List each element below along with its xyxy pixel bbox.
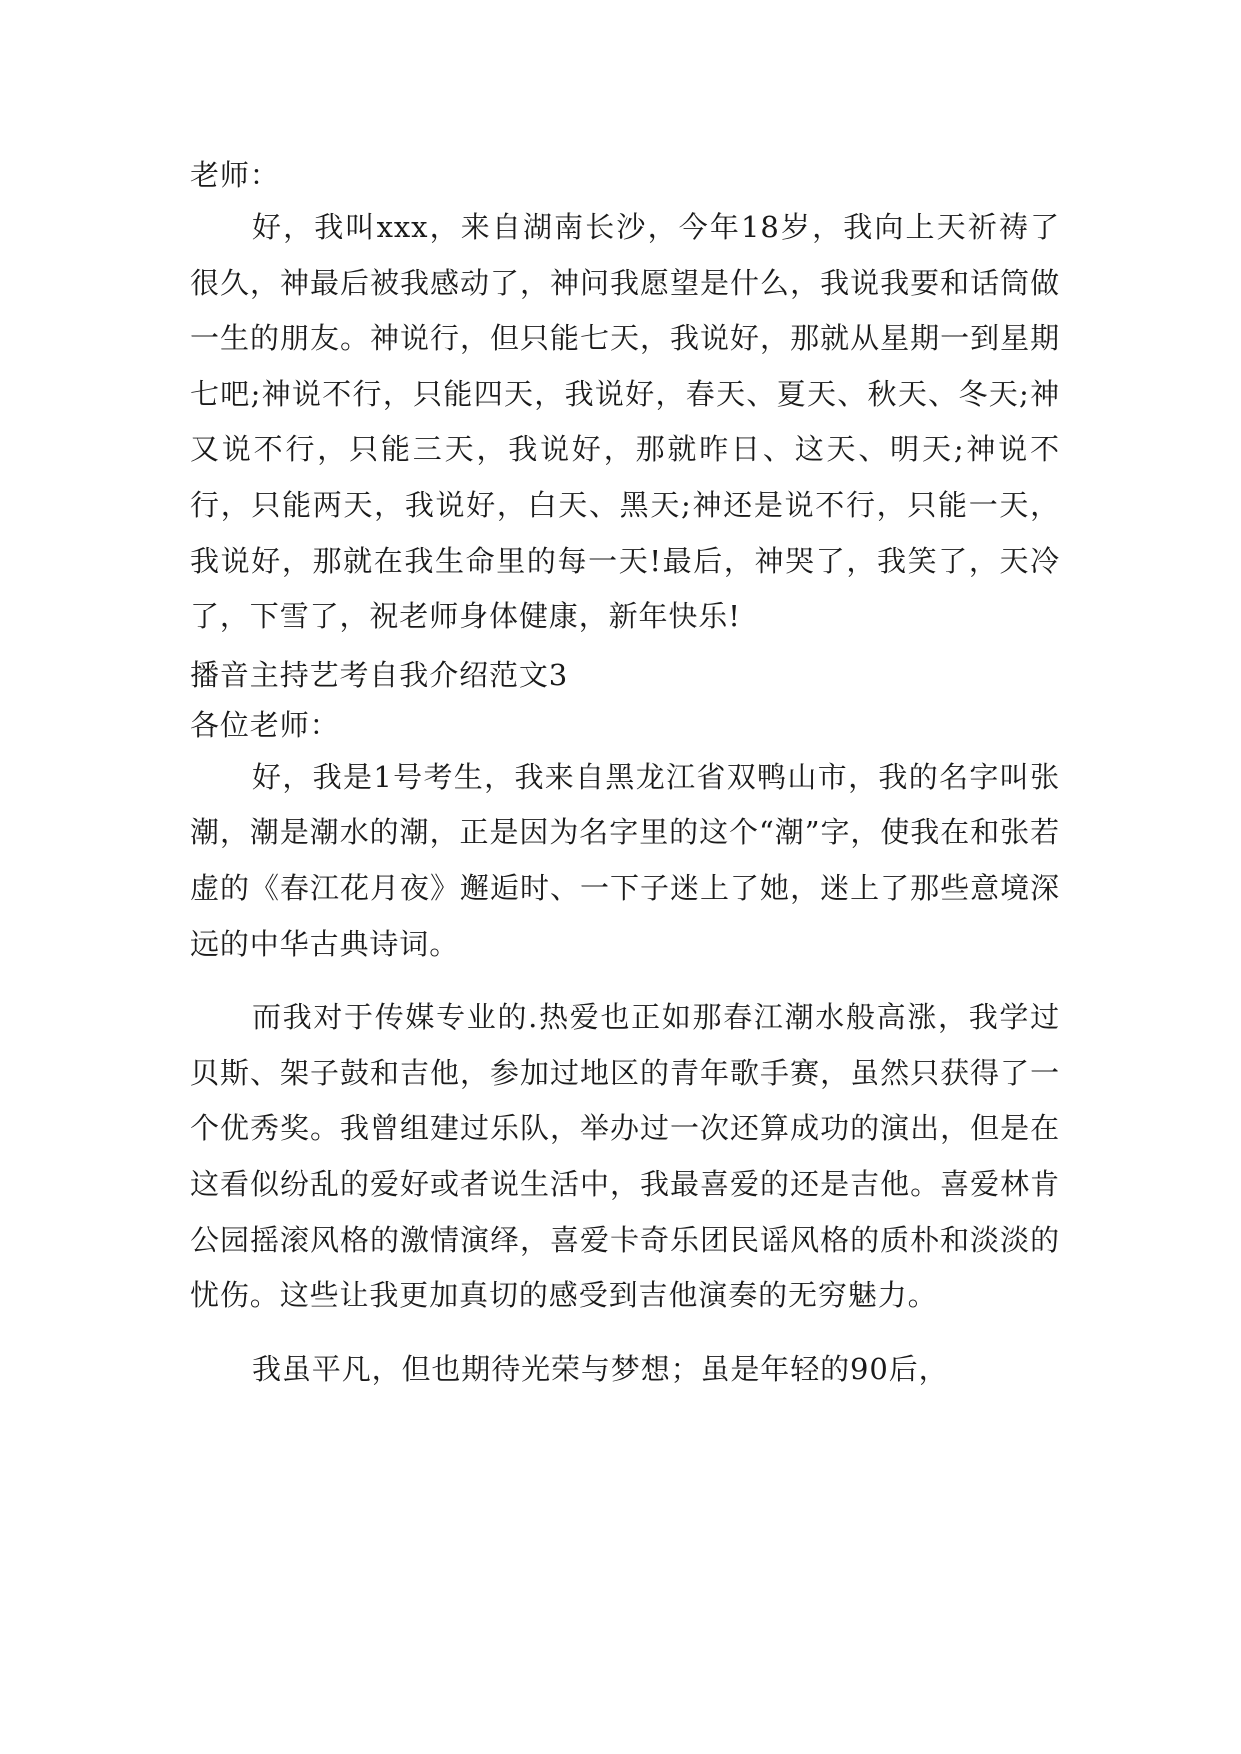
body-paragraph: 而我对于传媒专业的.热爱也正如那春江潮水般高涨，我学过贝斯、架子鼓和吉他，参加过地区的青年歌手赛，虽然只获得了一个优秀奖。我曾组建过乐队，举办过一次还算成功的演出，但是在这看似纷乱的爱好或者说生活中，我最喜爱的还是吉他。喜爱林肯公园摇滚风格的激情演绎，喜爱卡奇乐团民谣风格的质朴和淡淡的忧伤。这些让我更加真切的感受到吉他演奏的无穷魅力。 — [190, 1000, 1060, 1313]
section-title: 播音主持艺考自我介绍范文3 — [190, 657, 569, 692]
greeting: 老师： — [190, 158, 280, 192]
body-paragraph: 我虽平凡，但也期待光荣与梦想；虽是年轻的90后， — [252, 1351, 949, 1386]
body-paragraph: 好，我是1号考生，我来自黑龙江省双鸭山市，我的名字叫张潮，潮是潮水的潮，正是因为名字里的这个“潮”字，使我在和张若虚的《春江花月夜》邂逅时、一下子迷上了她，迷上了那些意境深远的中华古典诗词。 — [190, 759, 1060, 961]
document-page — [190, 150, 1060, 1397]
greeting: 各位老师： — [190, 707, 340, 742]
body-paragraph: 好，我叫xxx，来自湖南长沙，今年18岁，我向上天祈祷了很久，神最后被我感动了，神问我愿望是什么，我说我要和话筒做一生的朋友。神说行，但只能七天，我说好，那就从星期一到星期七吧;神说不行，只能四天，我说好，春天、夏天、秋天、冬天;神又说不行，只能三天，我说好，那就昨日、这天、明天;神说不行，只能两天，我说好，白天、黑天;神还是说不行，只能一天，我说好，那就在我生命里的每一天!最后，神哭了，我笑了，天冷了，下雪了，祝老师身体健康，新年快乐! — [190, 210, 1060, 634]
